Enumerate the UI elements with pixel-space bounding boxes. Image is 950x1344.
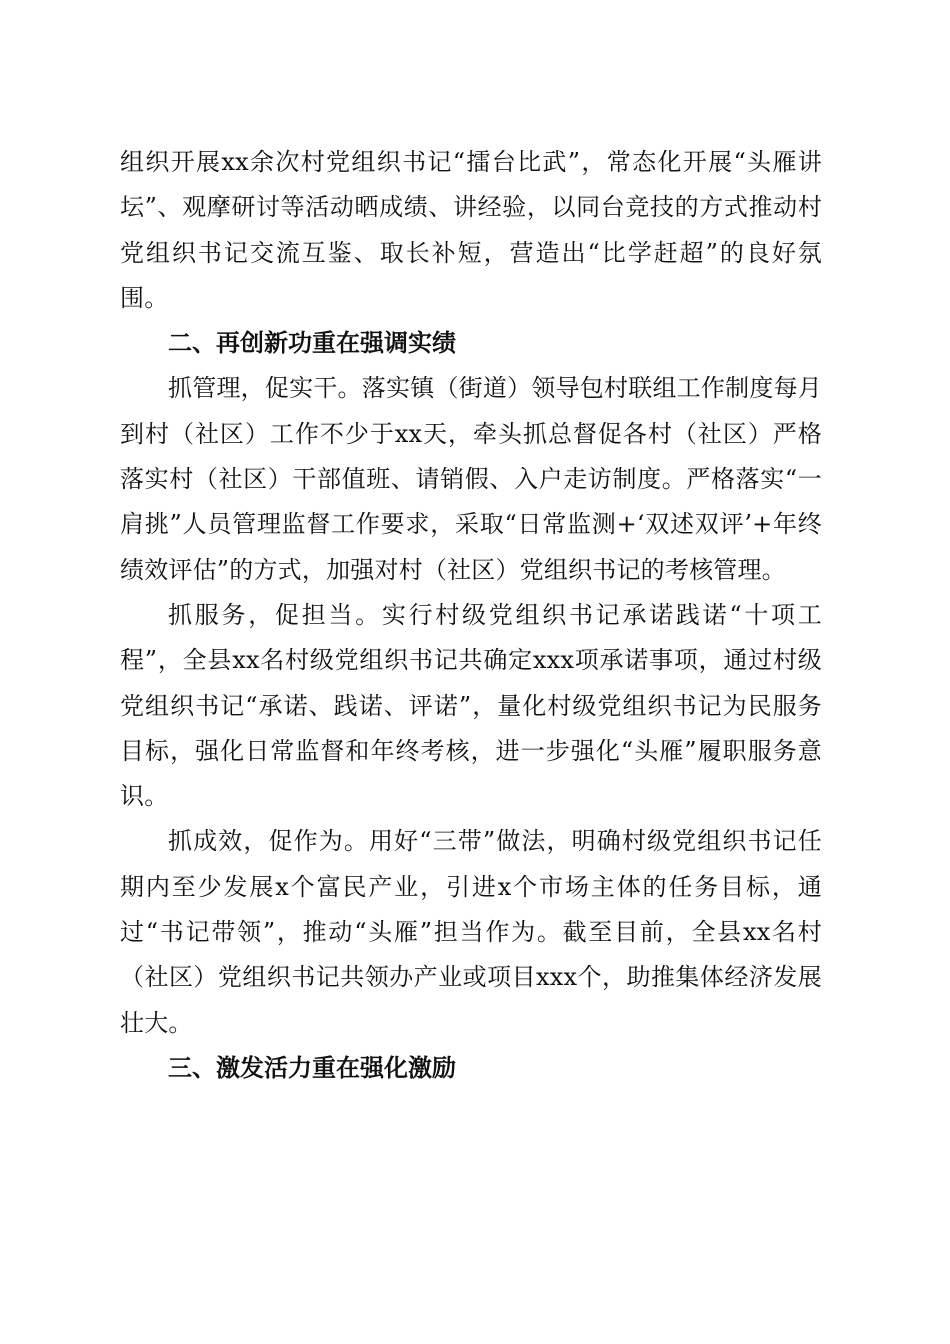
paragraph-service: 抓服务，促担当。实行村级党组织书记承诺践诺“十项工程”，全县xx名村级党组织书记共确定xxx项承诺事项，通过村级党组织书记“承诺、践诺、评诺”，量化村级党组织书记为民服务目标，强化日常监督和年终考核，进一步强化“头雁”履职服务意识。	[120, 600, 822, 811]
paragraph-effectiveness: 抓成效，促作为。用好“三带”做法，明确村级党组织书记任期内至少发展x个富民产业，引进x个市场主体的任务目标，通过“书记带领”，推动“头雁”担当作为。截至目前，全县xx名村（社区）党组织书记共领办产业或项目xxx个，助推集体经济发展壮大。	[120, 827, 822, 1037]
document-body	[120, 140, 822, 1091]
paragraph-management: 抓管理，促实干。落实镇（街道）领导包村联组工作制度每月到村（社区）工作不少于xx天，牵头抓总督促各村（社区）严格落实村（社区）干部值班、请销假、入户走访制度。严格落实“一肩挑”人员管理监督工作要求，采取“日常监测+‘双述双评’+年终绩效评估”的方式，加强对村（社区）党组织书记的考核管理。	[120, 374, 822, 584]
paragraph-continuation: 组织开展xx余次村党组织书记“擂台比武”，常态化开展“头雁讲坛”、观摩研讨等活动晒成绩、讲经验，以同台竞技的方式推动村党组织书记交流互鉴、取长补短，营造出“比学赶超”的良好氛围。	[120, 148, 822, 312]
section-heading-2: 二、再创新功重在强调实绩	[168, 329, 456, 358]
section-heading-3: 三、激发活力重在强化激励	[168, 1053, 456, 1082]
